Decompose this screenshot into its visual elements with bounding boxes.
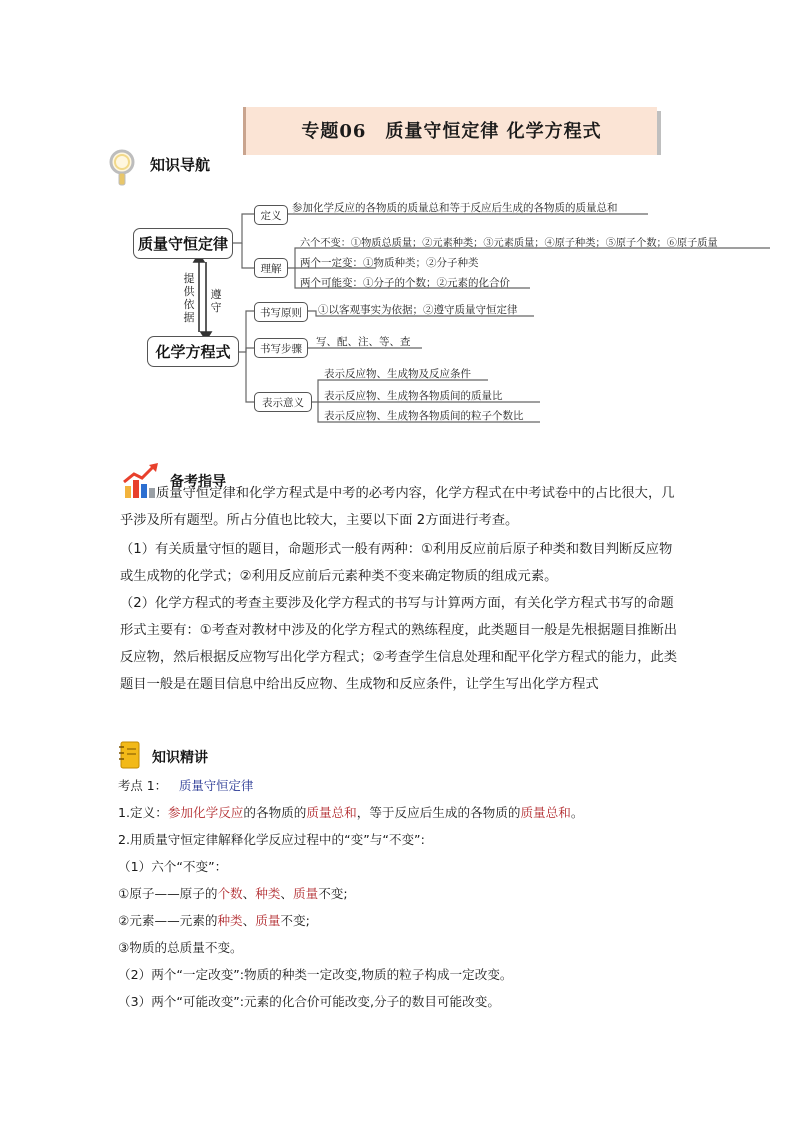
def-highlight-1: 参加化学反应 <box>167 805 244 820</box>
leaf-meaning-2: 表示反应物、生成物各物质间的质量比 <box>324 390 503 402</box>
leaf-two-maybe: 两个可能变：①分子的个数；②元素的化合价 <box>300 277 510 289</box>
leaf-meaning-3: 表示反应物、生成物各物质间的粒子个数比 <box>324 410 524 422</box>
elem-highlight-2: 质量 <box>255 913 281 928</box>
def-prefix: 1.定义： <box>118 805 168 820</box>
section-lecture-title: 知识精讲 <box>152 750 208 766</box>
point-1-heading <box>118 773 698 800</box>
leaf-two-changed: 两个一定变：①物质种类；②分子种类 <box>300 257 479 269</box>
def-highlight-3: 质量总和 <box>520 805 571 820</box>
mindmap-sub-principle <box>254 302 308 322</box>
guide-paragraph-1: 质量守恒定律和化学方程式是中考的必考内容，化学方程式在中考试卷中的占比很大，几乎涉及所有题型。所占分值也比较大，主要以下面 2方面进行考查。 <box>120 486 675 528</box>
def-highlight-2: 质量总和 <box>306 805 357 820</box>
definition-line <box>118 800 698 827</box>
def-text-1: 的各物质的 <box>243 805 307 820</box>
elem-highlight-1: 种类 <box>217 913 243 928</box>
six-unchanged-line: （1）六个“不变”： <box>118 859 228 874</box>
atom-highlight-1: 个数 <box>217 886 243 901</box>
sub-label: 书写步骤 <box>260 342 302 355</box>
sub-label: 书写原则 <box>260 306 302 319</box>
elem-text-1: ②元素——元素的 <box>118 913 218 928</box>
node-label: 化学方程式 <box>155 343 231 361</box>
atom-highlight-2: 种类 <box>255 886 281 901</box>
leaf-principle: ①以客观事实为依据；②遵守质量守恒定律 <box>318 304 518 316</box>
two-changed-line: （2）两个“一定改变”:物质的种类一定改变,物质的粒子构成一定改变。 <box>118 967 513 982</box>
sub-label: 定义 <box>260 209 282 222</box>
leaf-steps: 写、配、注、等、查 <box>316 336 411 348</box>
atom-text-2: 不变; <box>318 886 348 901</box>
mindmap-sub-definition <box>254 205 288 225</box>
two-maybe-line: （3）两个“可能改变”:元素的化合价可能改变,分子的数目可能改变。 <box>118 994 500 1009</box>
leaf-meaning-1: 表示反应物、生成物及反应条件 <box>324 368 471 380</box>
atom-sep-1: 、 <box>242 886 256 901</box>
atom-text-1: ①原子——原子的 <box>118 886 218 901</box>
total-mass-line: ③物质的总质量不变。 <box>118 940 243 955</box>
elem-sep-1: 、 <box>242 913 256 928</box>
point-title: 质量守恒定律 <box>179 778 254 793</box>
change-intro-line: 2.用质量守恒定律解释化学反应过程中的“变”与“不变”: <box>118 832 425 847</box>
sub-label: 表示意义 <box>262 396 304 409</box>
atom-highlight-3: 质量 <box>293 886 319 901</box>
leaf-six-unchanged: 六个不变：①物质总质量；②元素种类；③元素质量；④原子种类；⑤原子个数；⑥原子质量 <box>300 238 718 249</box>
section-guide-title: 备考指导 <box>170 474 226 490</box>
sub-label: 理解 <box>260 262 282 275</box>
mindmap-sub-meaning <box>254 392 312 412</box>
mindmap-node-chemical-equation <box>147 336 239 367</box>
notebook-icon <box>118 740 142 770</box>
def-text-3: 。 <box>570 805 584 820</box>
def-text-2: ，等于反应后生成的各物质的 <box>356 805 521 820</box>
point-label: 考点 1： <box>118 778 167 793</box>
leaf-definition: 参加化学反应的各物质的质量总和等于反应后生成的各物质的质量总和 <box>292 202 618 214</box>
mindmap-sub-steps <box>254 338 308 358</box>
atom-line <box>118 881 698 908</box>
elem-text-2: 不变; <box>280 913 310 928</box>
mindmap-node-mass-conservation <box>133 228 233 259</box>
node-label: 质量守恒定律 <box>137 235 228 253</box>
guide-paragraph-3: （2）化学方程式的考查主要涉及化学方程式的书写与计算两方面，有关化学方程式书写的命题形式主要有：①考查对教材中涉及的化学方程式的熟练程度，此类题目一般是先根据题目推断出反应物，然后根据反应物写出化学方程式；②考查学生信息处理和配平化学方程式的能力，此类题目一般是在题目信息中给出反应物、生成物和反应条件，让学生写出化学方程式 <box>120 596 678 692</box>
arrow-label-provide-basis: 提供依据 <box>183 272 195 324</box>
mindmap-sub-understand <box>254 258 288 278</box>
arrow-label-obey: 遵守 <box>210 288 222 314</box>
atom-sep-2: 、 <box>280 886 294 901</box>
guide-paragraph-2: （1）有关质量守恒的题目，命题形式一般有两种：①利用反应前后原子种类和数目判断反应物或生成物的化学式；②利用反应前后元素种类不变来确定物质的组成元素。 <box>120 542 673 584</box>
section-nav-title: 知识导航 <box>150 156 211 174</box>
element-line <box>118 908 698 935</box>
page-title: 专题06 质量守恒定律 化学方程式 <box>301 121 602 142</box>
